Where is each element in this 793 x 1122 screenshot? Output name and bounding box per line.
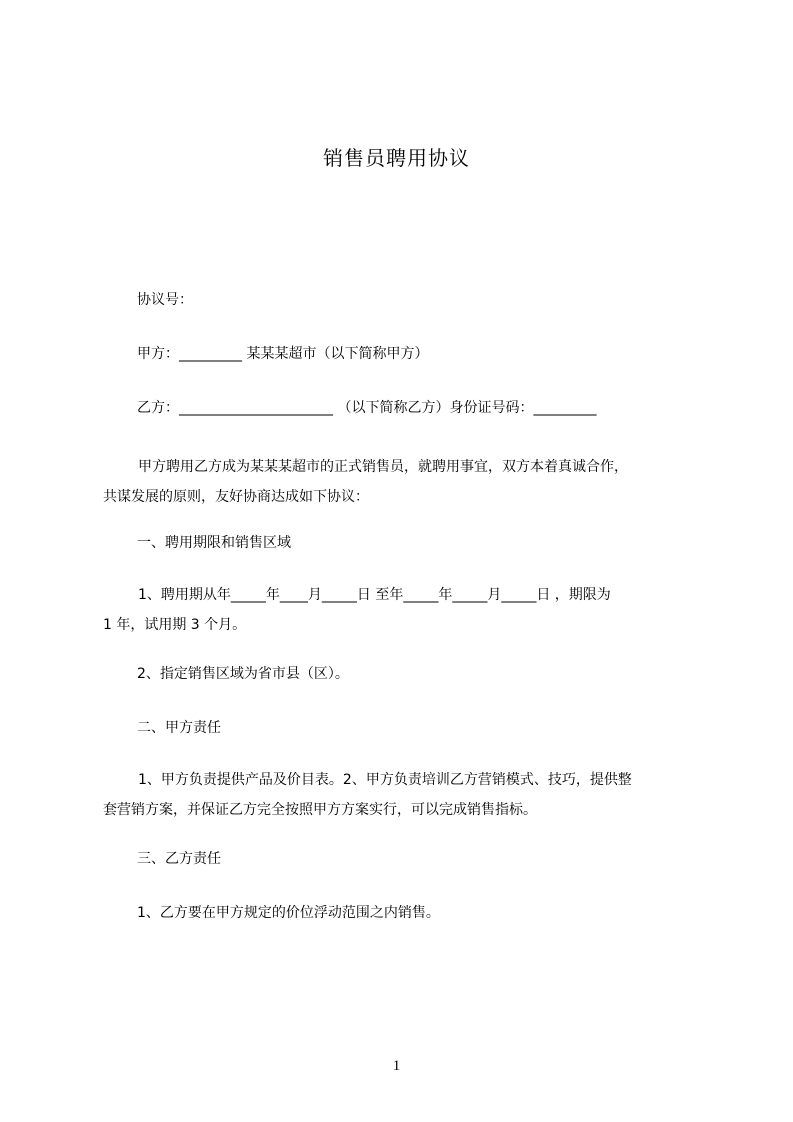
section-3-heading: 三、乙方责任 <box>137 851 221 867</box>
section-2-item-line-1: 1、甲方负责提供产品及价目表。2、甲方负责培训乙方营销模式、技巧，提供整 <box>138 772 632 788</box>
section-1-item-2: 2、指定销售区域为省市县（区）。 <box>137 666 349 682</box>
section-2-heading: 二、甲方责任 <box>137 720 221 736</box>
section-1-heading: 一、聘用期限和销售区域 <box>137 535 291 551</box>
intro-paragraph <box>103 452 703 512</box>
section-2-item-line-2: 套营销方案，并保证乙方完全按照甲方方案实行，可以完成销售指标。 <box>103 802 537 818</box>
page-number: 1 <box>392 1058 401 1074</box>
section-1-item-1 <box>103 580 703 640</box>
section-3-item-1: 1、乙方要在甲方规定的价位浮动范围之内销售。 <box>137 905 440 921</box>
section-1-item-1-line-2: 1 年，试用期 3 个月。 <box>103 617 247 633</box>
intro-line-2: 共谋发展的原则，友好协商达成如下协议： <box>103 489 369 505</box>
section-1-item-1-line-1: 1、聘用期从年_____年____月_____日 至年_____年_____月_____日 ，期限为 <box>138 587 611 603</box>
intro-line-1: 甲方聘用乙方成为某某某超市的正式销售员，就聘用事宜，双方本着真诚合作， <box>138 459 628 475</box>
document-title: 销售员聘用协议 <box>323 146 470 170</box>
section-2-item <box>103 765 703 825</box>
agreement-number-label: 协议号： <box>137 292 193 308</box>
party-b-line: 乙方：______________________ （以下简称乙方）身份证号码：_________ <box>137 400 597 416</box>
party-a-line: 甲方：_________ 某某某超市（以下简称甲方） <box>137 346 429 362</box>
